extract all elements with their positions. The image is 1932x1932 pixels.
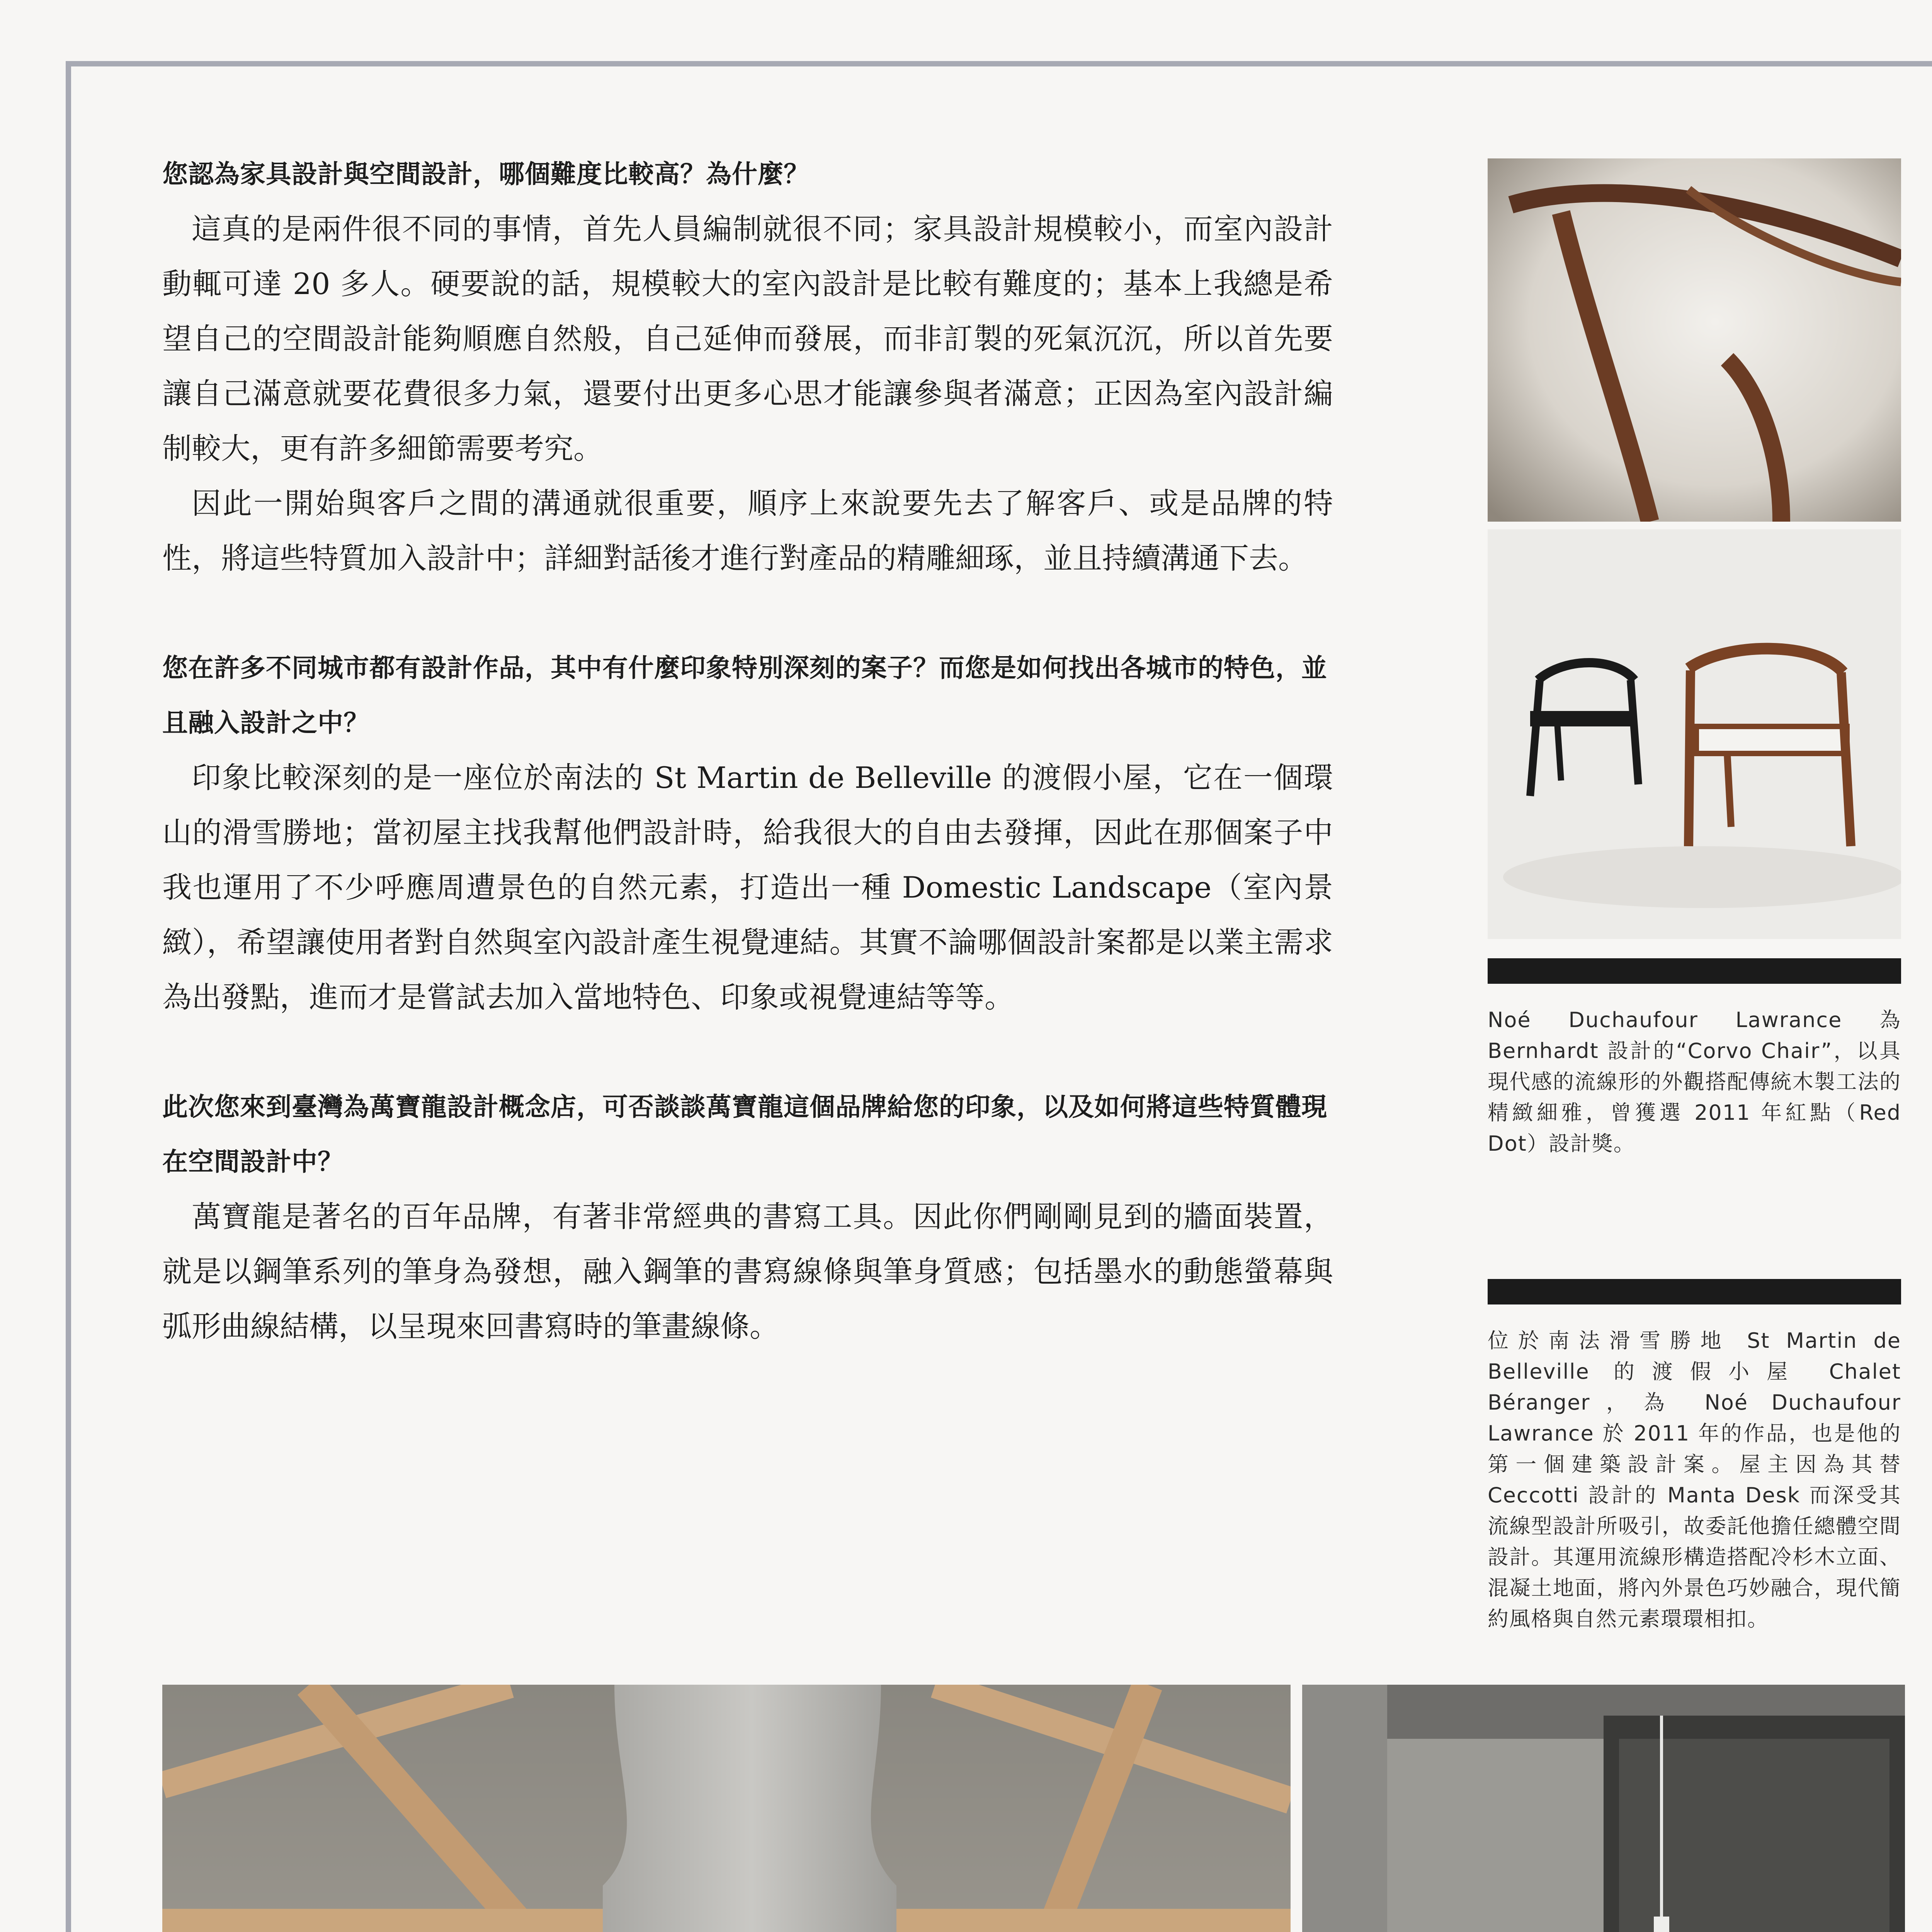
question-3: 此次您來到臺灣為萬寶龍設計概念店，可否談談萬寶龍這個品牌給您的印象，以及如何將這些特質體現在空間設計中？ bbox=[162, 1092, 1327, 1177]
qa-block-1 bbox=[162, 147, 1333, 586]
chalet-living-room-photo bbox=[162, 1685, 1291, 1932]
chair-caption: Noé Duchaufour Lawrance 為 Bernhardt 設計的“Corvo Chair”，以具現代感的流線形的外觀搭配傳統木製工法的精緻細雅，曾獲選 2011 年紅點（Red Dot）設計獎。 bbox=[1488, 1008, 1901, 1156]
question-1: 您認為家具設計與空間設計，哪個難度比較高？為什麼？ bbox=[162, 159, 810, 189]
question-2: 您在許多不同城市都有設計作品，其中有什麼印象特別深刻的案子？而您是如何找出各城市的特色，並且融入設計之中？ bbox=[162, 653, 1327, 738]
corvo-chairs-photo bbox=[1488, 529, 1901, 939]
qa-block-2 bbox=[162, 641, 1333, 1025]
caption-divider-1 bbox=[1488, 958, 1901, 984]
answer-1-paragraph-2: 因此一開始與客戶之間的溝通就很重要，順序上來說要先去了解客戶、或是品牌的特性，將這些特質加入設計中；詳細對話後才進行對產品的精雕細琢，並且持續溝通下去。 bbox=[162, 486, 1333, 575]
chair-closeup-photo bbox=[1488, 158, 1901, 522]
article-body bbox=[162, 147, 1333, 1409]
answer-2-paragraph-1: 印象比較深刻的是一座位於南法的 St Martin de Belleville 的渡假小屋，它在一個環山的滑雪勝地；當初屋主找我幫他們設計時，給我很大的自由去發揮，因此在那個案子中我也運用了不少呼應周遭景色的自然元素，打造出一種 Domestic Landscape（室內景緻），希望讓使用者對自然與室內設計產生視覺連結。其實不論哪個設計案都是以業主需求為出發點，進而才是嘗試去加入當地特色、印象或視覺連結等等。 bbox=[162, 760, 1333, 1014]
qa-block-3 bbox=[162, 1080, 1333, 1354]
answer-3-paragraph-1: 萬寶龍是著名的百年品牌，有著非常經典的書寫工具。因此你們剛剛見到的牆面裝置，就是以鋼筆系列的筆身為發想，融入鋼筆的書寫線條與筆身質感；包括墨水的動態螢幕與弧形曲線結構，以呈現來回書寫時的筆畫線條。 bbox=[162, 1199, 1333, 1344]
answer-1-paragraph-1: 這真的是兩件很不同的事情，首先人員編制就很不同；家具設計規模較小，而室內設計動輒可達 20 多人。硬要說的話，規模較大的室內設計是比較有難度的；基本上我總是希望自己的空間設計能夠順應自然般，自己延伸而發展，而非訂製的死氣沉沉，所以首先要讓自己滿意就要花費很多力氣，還要付出更多心思才能讓參與者滿意；正因為室內設計編制較大，更有許多細節需要考究。 bbox=[162, 212, 1333, 466]
chalet-caption: 位於南法滑雪勝地 St Martin de Belleville 的渡假小屋 Chalet Béranger，為 Noé Duchaufour Lawrance 於 2011 年的作品，也是他的第一個建築設計案。屋主因為其替 Ceccotti 設計的 Manta Desk 而深受其流線型設計所吸引，故委託他擔任總體空間設計。其運用流線形構造搭配冷杉木立面、混凝土地面，將內外景色巧妙融合，現代簡約風格與自然元素環環相扣。 bbox=[1488, 1328, 1901, 1631]
caption-divider-2 bbox=[1488, 1279, 1901, 1304]
chalet-bathroom-photo bbox=[1302, 1685, 1905, 1932]
